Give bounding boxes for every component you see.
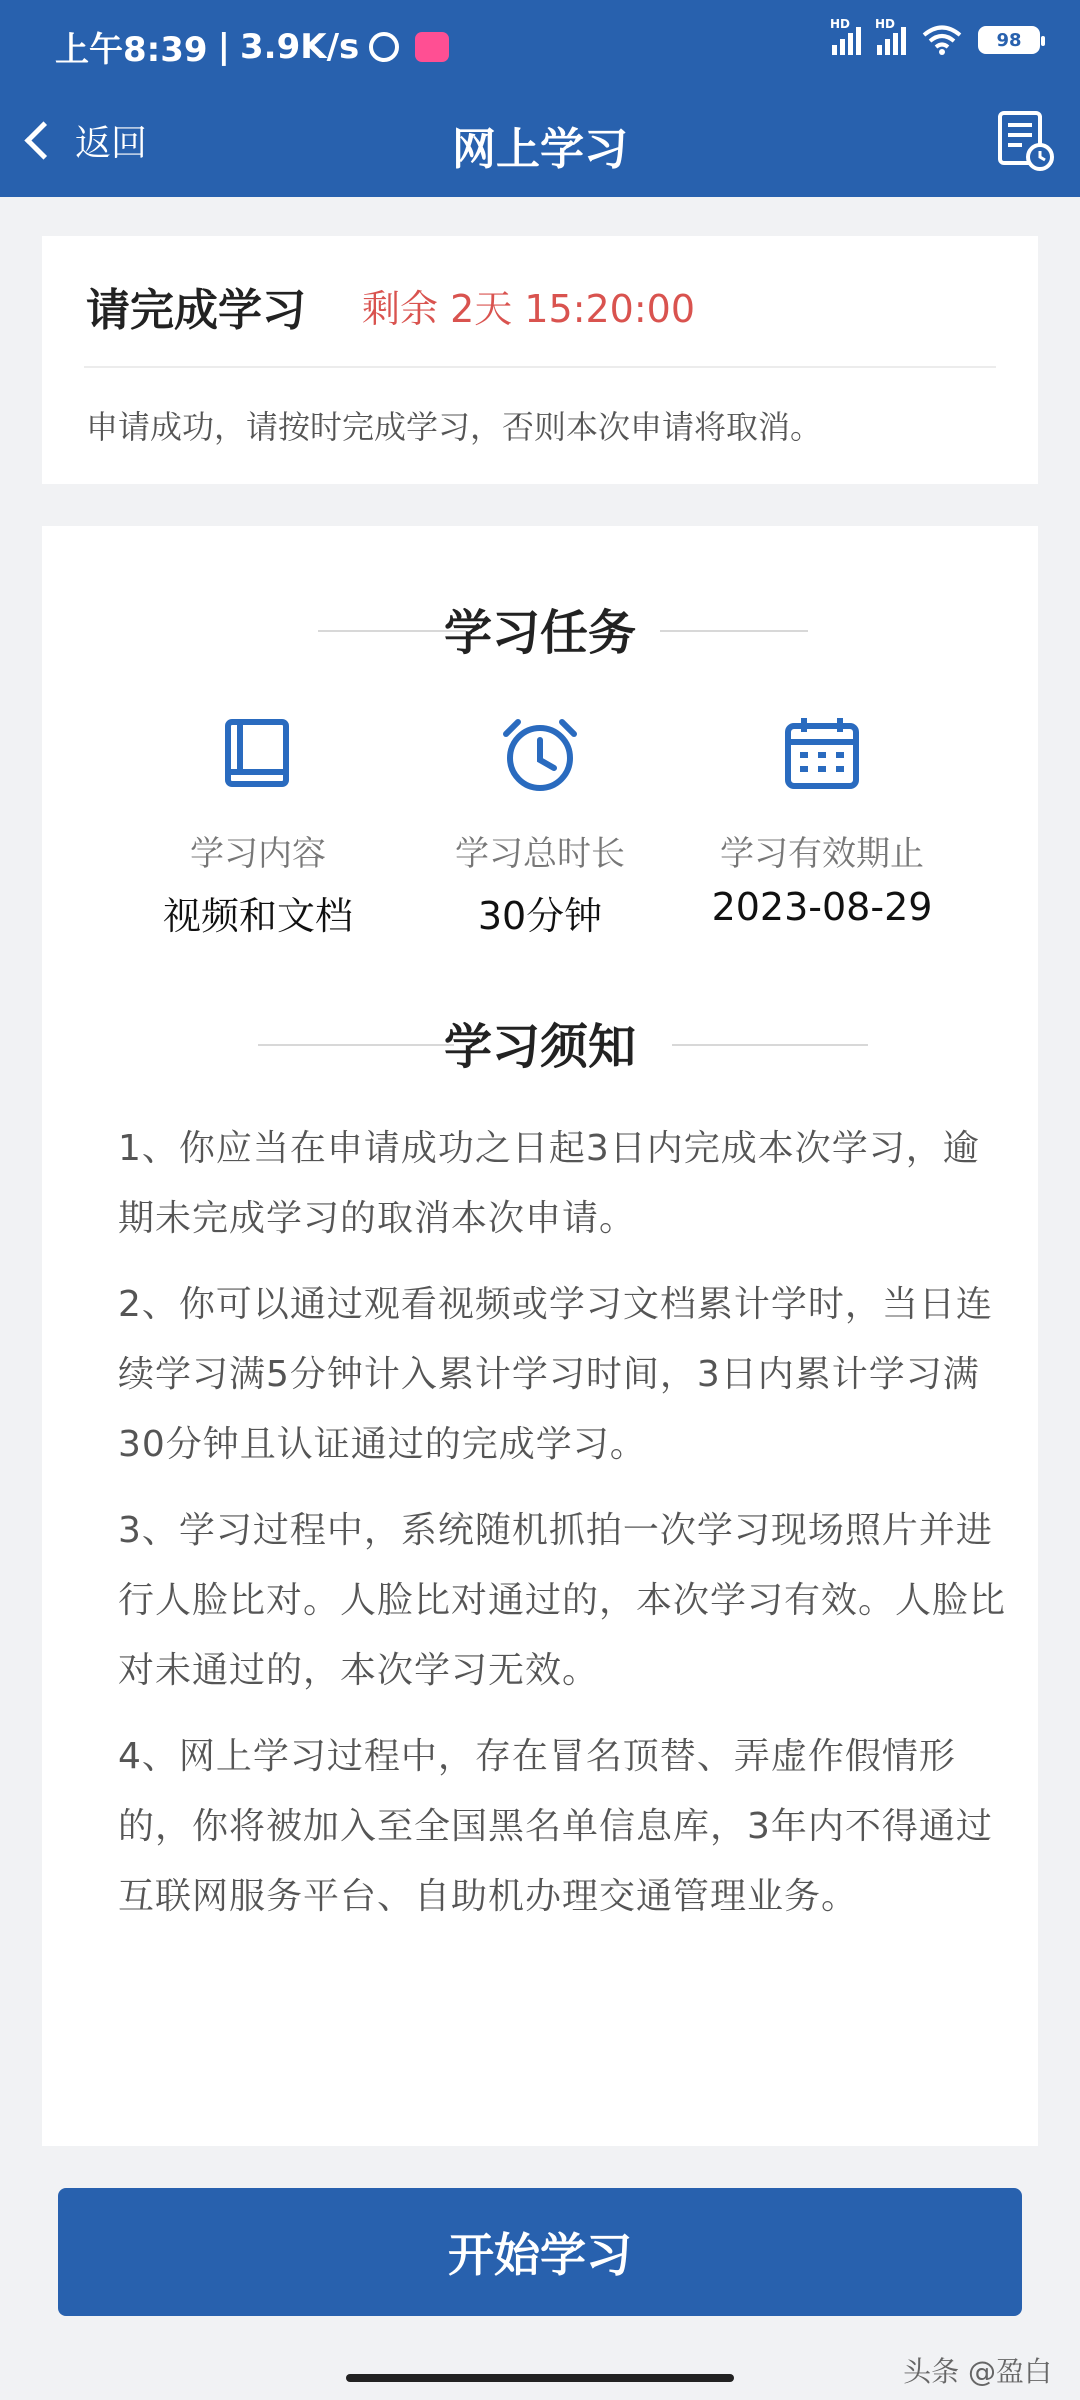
feature-value: 视频和文档	[162, 894, 353, 938]
feature-value: 30分钟	[477, 894, 603, 938]
notice-item: 1、你应当在申请成功之日起3日内完成本次学习，逾期未完成学习的取消本次申请。	[118, 1128, 980, 1239]
wifi-icon	[922, 24, 962, 56]
alarm-icon	[369, 32, 399, 62]
feature-content	[98, 714, 418, 940]
feature-duration	[380, 714, 700, 940]
signal-icon: HD	[877, 25, 906, 55]
divider	[84, 366, 996, 368]
task-card	[42, 526, 1038, 2146]
start-learning-button[interactable]: 开始学习	[58, 2188, 1022, 2316]
notice-list	[118, 1114, 1008, 1948]
network-speed: 3.9K/s	[240, 26, 360, 67]
status-time: 上午8:39	[55, 30, 208, 70]
feature-label: 学习内容	[190, 834, 326, 874]
summary-card	[42, 236, 1038, 484]
notice-item: 2、你可以通过观看视频或学习文档累计学时，当日连续学习满5分钟计入累计学习时间，3日内累计学习满30分钟且认证通过的完成学习。	[118, 1284, 993, 1465]
watermark: 头条 @盈白	[903, 2355, 1052, 2388]
study-record-icon[interactable]	[996, 109, 1056, 173]
home-indicator[interactable]	[346, 2374, 734, 2382]
summary-message: 申请成功，请按时完成学习，否则本次申请将取消。	[86, 408, 823, 446]
book-icon	[218, 714, 298, 794]
feature-label: 学习总时长	[455, 834, 625, 874]
divider	[660, 630, 808, 632]
page-title: 网上学习	[452, 124, 628, 175]
feature-value: 2023-08-29	[711, 885, 933, 929]
app-notification-icon	[415, 32, 449, 62]
calendar-icon	[782, 714, 862, 794]
tasks-heading: 学习任务	[443, 605, 636, 661]
status-bar: 上午8:39 | 3.9K/s HD HD 98	[0, 0, 1080, 95]
notice-item: 3、学习过程中，系统随机抓拍一次学习现场照片并进行人脸比对。人脸比对通过的，本次学习有效。人脸比对未通过的，本次学习无效。	[118, 1510, 1007, 1691]
signal-icon: HD	[832, 25, 861, 55]
divider	[672, 1044, 868, 1046]
app-header	[0, 0, 1080, 197]
alarm-clock-icon	[500, 714, 580, 794]
countdown-timer: 剩余 2天 15:20:00	[362, 287, 696, 331]
feature-label: 学习有效期止	[720, 834, 924, 874]
feature-expiry	[662, 714, 982, 929]
back-label: 返回	[75, 123, 148, 164]
battery-indicator: 98	[978, 26, 1040, 54]
summary-title: 请完成学习	[86, 285, 306, 336]
notice-heading: 学习须知	[443, 1019, 636, 1075]
notice-item: 4、网上学习过程中，存在冒名顶替、弄虚作假情形的，你将被加入至全国黑名单信息库，3年内不得通过互联网服务平台、自助机办理交通管理业务。	[118, 1736, 993, 1917]
nav-bar	[0, 95, 1080, 197]
